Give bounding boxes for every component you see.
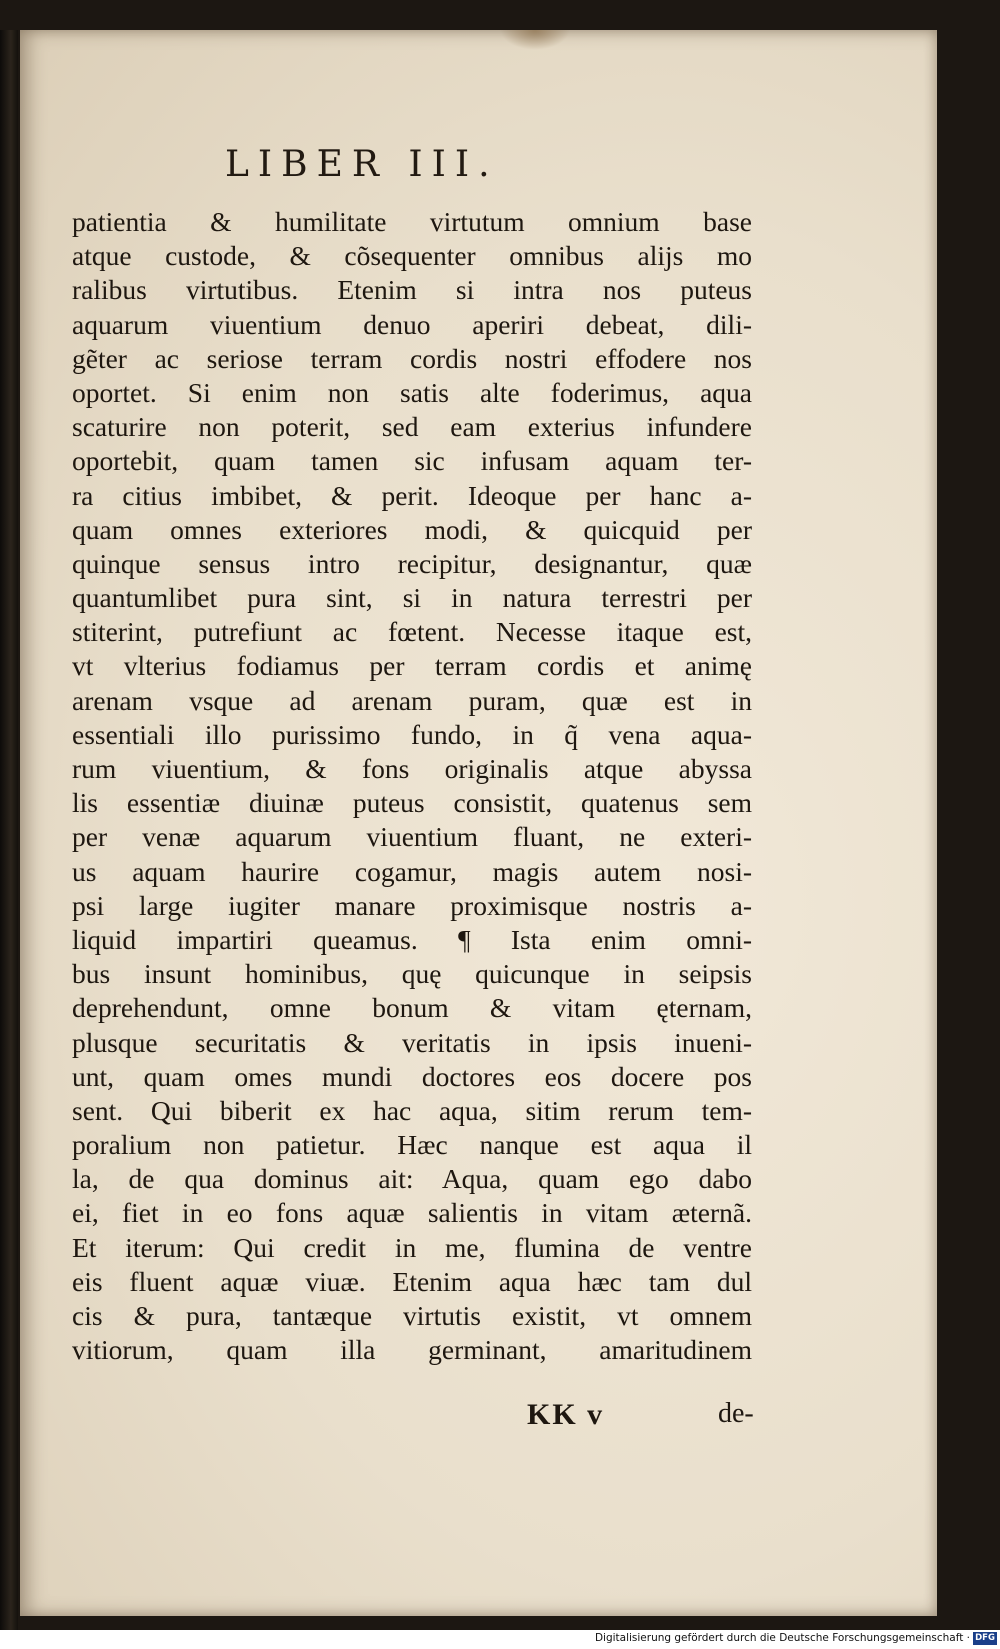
text-line: atque custode, & cõsequenter omnibus alijs mo: [72, 240, 752, 272]
running-head: LIBER III.: [225, 144, 499, 185]
text-line: psi large iugiter manare proximisque nostris a-: [72, 889, 752, 921]
text-line: arenam vsque ad arenam puram, quæ est in: [72, 684, 752, 716]
text-line: us aquam haurire cogamur, magis autem nosi-: [72, 855, 752, 887]
text-line: vitiorum, quam illa germinant, amaritudinem: [72, 1334, 752, 1366]
text-line: per venæ aquarum viuentium fluant, ne exteri-: [72, 821, 752, 853]
text-line: la, de qua dominus ait: Aqua, quam ego dabo: [72, 1163, 752, 1195]
text-line: vt vlterius fodiamus per terram cordis et animę: [72, 650, 752, 682]
text-line: lis essentiæ diuinæ puteus consistit, quatenus sem: [72, 787, 752, 819]
text-line: patientia & humilitate virtutum omnium base: [72, 206, 752, 237]
text-line: sent. Qui biberit ex hac aqua, sitim rerum tem-: [72, 1094, 752, 1126]
text-line: quam omnes exteriores modi, & quicquid per: [72, 513, 752, 545]
text-line: ei, fiet in eo fons aquæ salientis in vitam æternã.: [72, 1197, 752, 1229]
text-line: eis fluent aquæ viuæ. Etenim aqua hæc tam dul: [72, 1265, 752, 1297]
text-line: scaturire non poterit, sed eam exterius infundere: [72, 411, 752, 443]
body-text: [72, 205, 772, 1367]
text-line: ralibus virtutibus. Etenim si intra nos puteus: [72, 274, 752, 306]
text-line: ra citius imbibet, & perit. Ideoque per hanc a-: [72, 479, 752, 511]
text-line: deprehendunt, omne bonum & vitam ęternam,: [72, 992, 752, 1024]
text-line: unt, quam omes mundi doctores eos docere pos: [72, 1060, 752, 1092]
footer-bar: [0, 1630, 1000, 1649]
text-line: oportebit, quam tamen sic infusam aquam ter-: [72, 445, 752, 477]
funding-credit: Digitalisierung gefördert durch die Deutsche Forschungsgemeinschaft ·: [594, 1632, 970, 1644]
book-spine-edge: [0, 30, 18, 1630]
catchword: de-: [718, 1398, 754, 1429]
text-line: Et iterum: Qui credit in me, flumina de ventre: [72, 1231, 752, 1263]
text-line: aquarum viuentium denuo aperiri debeat, dili-: [72, 308, 752, 340]
text-line: quinque sensus intro recipitur, designantur, quæ: [72, 547, 752, 579]
dfg-logo-icon: DFG: [973, 1632, 997, 1645]
text-line: stiterint, putrefiunt ac fœtent. Necesse itaque est,: [72, 616, 752, 648]
text-line: poralium non patietur. Hæc nanque est aqua il: [72, 1129, 752, 1161]
text-line: liquid impartiri queamus. ¶ Ista enim omni-: [72, 923, 752, 955]
text-line: rum viuentium, & fons originalis atque abyssa: [72, 753, 752, 784]
book-page: [20, 30, 937, 1616]
text-line: quantumlibet pura sint, si in natura terrestri per: [72, 582, 752, 614]
text-line: bus insunt hominibus, quę quicunque in seipsis: [72, 958, 752, 990]
text-line: gẽter ac seriose terram cordis nostri effodere nos: [72, 342, 752, 374]
signature-mark: KK v: [527, 1398, 605, 1431]
text-line: cis & pura, tantæque virtutis existit, vt omnem: [72, 1300, 752, 1331]
text-line: plusque securitatis & veritatis in ipsis inueni-: [72, 1026, 752, 1058]
text-line: essentiali illo purissimo fundo, in q̃ vena aqua-: [72, 718, 752, 750]
text-line: oportet. Si enim non satis alte foderimus, aqua: [72, 376, 752, 408]
